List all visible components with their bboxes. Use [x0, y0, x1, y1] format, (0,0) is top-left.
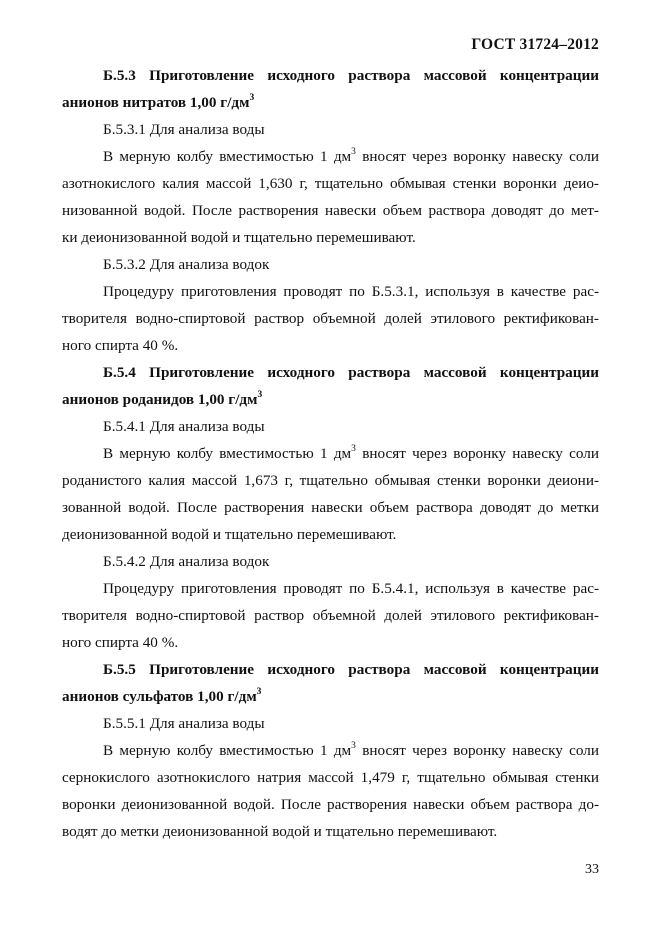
paragraph-b5542: Процедуру приготовления проводят по Б.5.4.1, используя в качестве рас- творителя водно-спиртовой раствор объемной долей этилового ректификован- ного спирта 40 %.: [62, 580, 599, 651]
page-number: 33: [585, 862, 599, 877]
section-heading-b554: Б.5.4 Приготовление исходного раствора массовой концентрации анионов роданидов 1,00 $г/дм^3$: [62, 364, 599, 408]
page-content: [62, 62, 599, 845]
superscript: 3: [249, 92, 255, 103]
subsection-b5551-title: Б.5.5.1 Для анализа воды: [103, 715, 265, 732]
subsection-b5541-title: Б.5.4.1 Для анализа воды: [103, 418, 265, 435]
paragraph-b5532: Процедуру приготовления проводят по Б.5.3.1, используя в качестве рас- творителя водно-спиртовой раствор объемной долей этилового ректификован- ного спирта 40 %.: [62, 283, 599, 354]
subsection-b5531-title: Б.5.3.1 Для анализа воды: [103, 121, 265, 138]
subsection-b5532-title: Б.5.3.2 Для анализа водок: [103, 256, 270, 273]
heading-line-1: Б.5.3 Приготовление исходного раствора массовой концентрации: [103, 67, 599, 84]
standard-header: ГОСТ 31724–2012: [471, 36, 599, 53]
section-heading-b553: [62, 62, 599, 116]
subsection-b5542-title: Б.5.4.2 Для анализа водок: [103, 553, 270, 570]
section-heading-b555: Б.5.5 Приготовление исходного раствора массовой концентрации анионов сульфатов 1,00 $г/дм^3$: [62, 661, 599, 705]
paragraph-b5541: В мерную колбу вместимостью 1 $дм^3$ вносят через воронку навеску соли роданистого калия массой 1,673 г, тщательно обмывая стенки воронки деиони- зованной водой. После растворения навески объем раствора доводят до метки деионизованной водой и тщательно перемешивают.: [62, 443, 599, 543]
heading-line-2: анионов нитратов 1,00 $г/дм^3$: [62, 92, 255, 111]
paragraph-b5551: В мерную колбу вместимостью 1 $дм^3$ вносят через воронку навеску соли сернокислого азотнокислого натрия массой 1,479 г, тщательно обмывая стенки воронки деионизованной водой. После растворения навески объем раствора до- водят до метки деионизованной водой и тщательно перемешивают.: [62, 740, 599, 840]
paragraph-b5531: В мерную колбу вместимостью 1 $дм^3$ вносят через воронку навеску соли азотнокислого калия массой 1,630 г, тщательно обмывая стенки воронки деио- низованной водой. После растворения навески объем раствора доводят до мет- ки деионизованной водой и тщательно перемешивают.: [62, 146, 599, 246]
